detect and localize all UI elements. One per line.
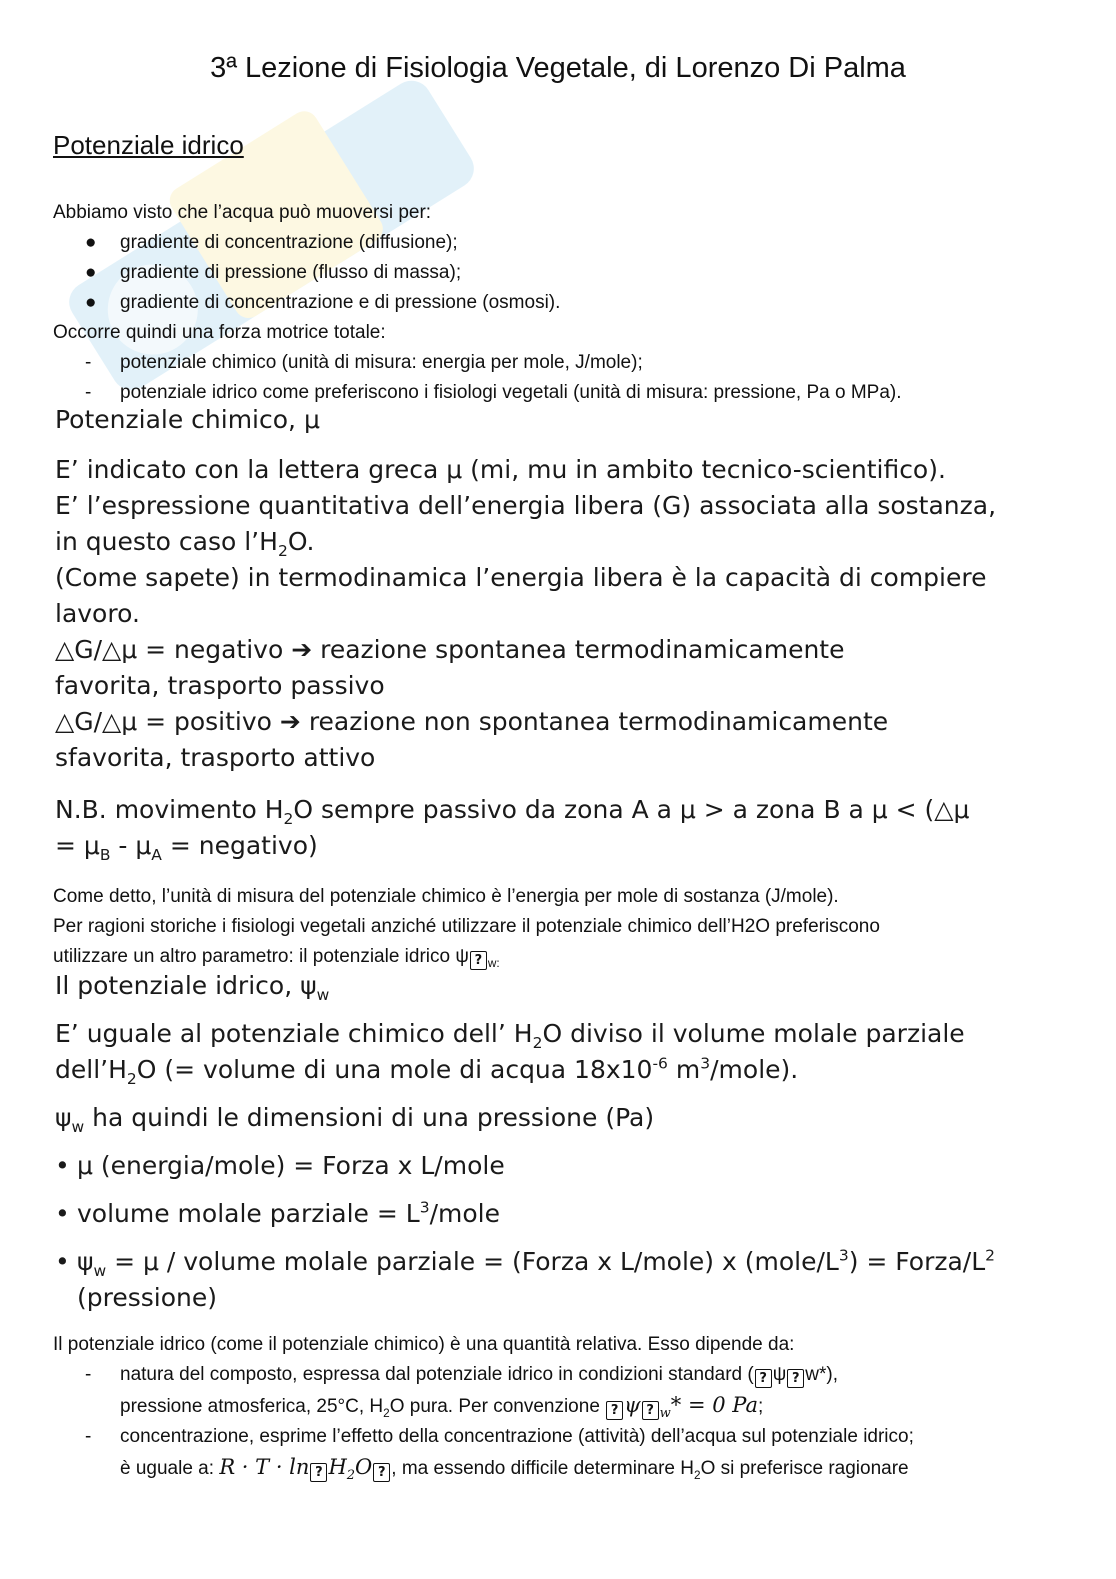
dash-mark: - (85, 382, 92, 403)
slide-potenziale-idrico (55, 968, 1065, 1316)
positive-line: △G/△μ = positivo ➔ reazione non spontanea termodinamicamente (55, 707, 889, 736)
bottom-lead: Il potenziale idrico (come il potenziale chimico) è una quantità relativa. Esso dipende da: (53, 1334, 795, 1355)
dash-item-continuation: è uguale a: R · T · ln ? $H_2O$ ? , ma essendo difficile determinare $H_2O$ si preferisce ragionare (120, 1455, 909, 1484)
bullet-icon: • (55, 1247, 70, 1276)
dash-item-continuation: pressione atmosferica, 25°C, $H_2O$ pura. Per convenzione ? ψ ? $_w$* = 0 Pa; (120, 1393, 764, 1422)
dash-mark: - (85, 1364, 92, 1385)
nb-line: N.B. movimento $H_2O$ sempre passivo da zona A a μ > a zona B a μ < (△μ (55, 795, 970, 828)
slide-line: sfavorita, trasporto attivo (55, 743, 376, 772)
slide-line: $\psi_w$ ha quindi le dimensioni di una pressione (Pa) (55, 1103, 655, 1136)
bullet-icon: ● (85, 262, 97, 283)
middle-line: utilizzare un altro parametro: il potenziale idrico ψ ? $_{w:}$ (53, 946, 500, 970)
slide-heading: Il potenziale idrico, $\psi_w$ (55, 971, 330, 1004)
arrow-right-icon: ➔ (291, 635, 313, 664)
slide-line: E’ indicato con la lettera greca μ (mi, mu in ambito tecnico-scientifico). (55, 455, 946, 484)
missing-glyph-icon: ? (606, 1401, 623, 1420)
dash-mark: - (85, 1426, 92, 1447)
dash-item: - concentrazione, esprime l’effetto della concentrazione (attività) dell’acqua sul potenziale idrico; (53, 1422, 1063, 1452)
bullet-icon: ● (85, 292, 97, 313)
slide-bullet: • volume molale parziale = $L^3$/mole (55, 1196, 1065, 1232)
arrow-right-icon: ➔ (279, 707, 301, 736)
bullet-icon: • (55, 1151, 70, 1180)
dash-mark: - (85, 352, 92, 373)
middle-block (53, 882, 1063, 972)
slide-line: E’ uguale al potenziale chimico dell’ $H_2O$ diviso il volume molale parziale (55, 1019, 965, 1052)
intro-block (53, 198, 1063, 408)
bullet-icon: ● (85, 232, 97, 253)
slide-line: (Come sapete) in termodinamica l’energia libera è la capacità di compiere (55, 563, 987, 592)
missing-glyph-icon: ? (787, 1369, 804, 1388)
missing-glyph-icon: ? (470, 951, 487, 970)
list-item: ● gradiente di concentrazione (diffusione); (53, 228, 1063, 258)
page-title: 3ª Lezione di Fisiologia Vegetale, di Lorenzo Di Palma (210, 52, 906, 84)
section-heading: Potenziale idrico (53, 130, 244, 160)
slide-potenziale-chimico (55, 402, 1065, 864)
slide-bullet: • $\psi_w = \mu$ / volume molale parziale = (Forza x L/mole) x $(mole/L^3)$ = Forza/$L^2$ (55, 1244, 1065, 1280)
negative-line: △G/△μ = negativo ➔ reazione spontanea termodinamicamente (55, 635, 845, 664)
slide-line: (pressione) (77, 1283, 218, 1312)
dash-item: - natura del composto, espressa dal potenziale idrico in condizioni standard ( ? ψ ? w*), (53, 1360, 1063, 1390)
intro-lead: Abbiamo visto che l’acqua può muoversi per: (53, 202, 432, 223)
missing-glyph-icon: ? (755, 1369, 772, 1388)
slide-line: $dell’H_2O$ (= volume di una mole di acqua $18x10^{-6}$ $m^3/mole$). (55, 1054, 799, 1088)
slide-line: in questo caso $l’H_2O$. (55, 527, 315, 560)
missing-glyph-icon: ? (310, 1463, 327, 1482)
slide-line: E’ l’espressione quantitativa dell’energia libera (G) associata alla sostanza, (55, 491, 997, 520)
slide-line: favorita, trasporto passivo (55, 671, 385, 700)
nb-line-2: = $\mu_B - \mu_A$ = negativo) (55, 831, 318, 864)
slide-heading: Potenziale chimico, μ (55, 405, 320, 434)
bullet-icon: • (55, 1199, 70, 1228)
slide-bullet: • μ (energia/mole) = Forza x L/mole (55, 1148, 1065, 1184)
missing-glyph-icon: ? (642, 1401, 659, 1420)
missing-glyph-icon: ? (373, 1463, 390, 1482)
dash-item: - potenziale idrico come preferiscono i fisiologi vegetali (unità di misura: pressione, Pa o MPa). (53, 378, 1063, 408)
middle-line: Per ragioni storiche i fisiologi vegetali anziché utilizzare il potenziale chimico dell’H2O preferiscono (53, 916, 880, 937)
bottom-block (53, 1330, 1063, 1484)
list-item: ● gradiente di pressione (flusso di massa); (53, 258, 1063, 288)
slide-line: lavoro. (55, 599, 140, 628)
middle-line: Come detto, l’unità di misura del potenziale chimico è l’energia per mole di sostanza (J/mole). (53, 886, 839, 907)
forza-line: Occorre quindi una forza motrice totale: (53, 322, 386, 343)
list-item: ● gradiente di concentrazione e di pressione (osmosi). (53, 288, 1063, 318)
dash-item: - potenziale chimico (unità di misura: energia per mole, J/mole); (53, 348, 1063, 378)
